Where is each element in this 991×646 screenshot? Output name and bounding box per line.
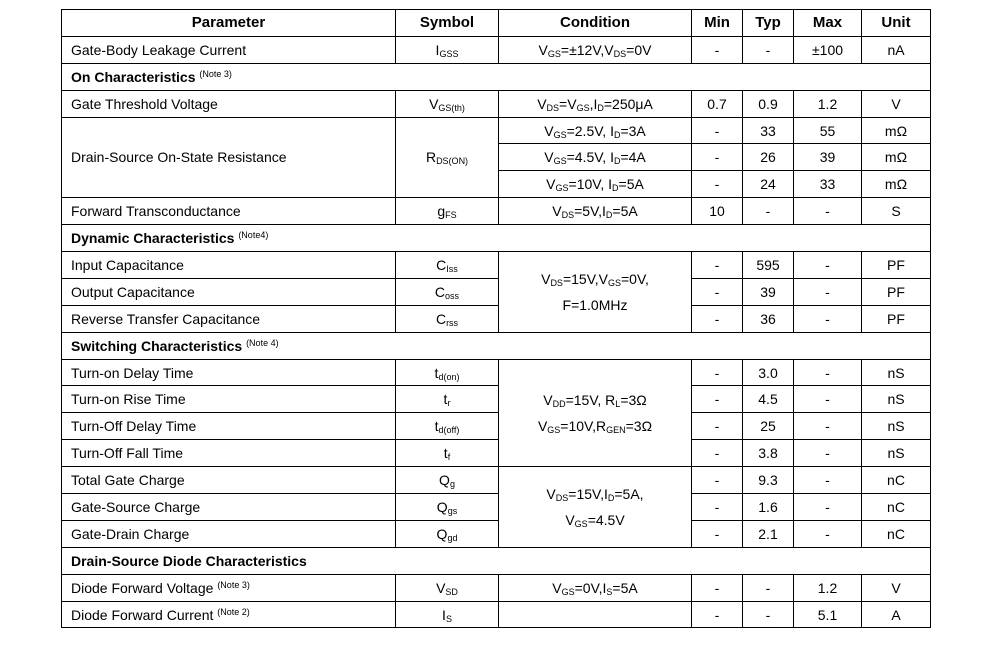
param-cell: Gate Threshold Voltage: [62, 90, 396, 117]
typ-cell: 36: [743, 305, 794, 332]
symbol-cell: $g_{FS}$: [396, 198, 499, 225]
symbol-cell: $C_{rss}$: [396, 305, 499, 332]
condition-cell: $V_{GS}=0V,I_S=5A$: [499, 574, 692, 601]
symbol-cell: $Q_{gs}$: [396, 494, 499, 521]
unit-cell: nS: [862, 386, 931, 413]
typ-cell: 3.8: [743, 440, 794, 467]
min-cell: -: [692, 520, 743, 547]
unit-cell: V: [862, 574, 931, 601]
min-cell: -: [692, 601, 743, 628]
section-title: Drain-Source Diode Characteristics: [62, 547, 931, 574]
unit-cell: mΩ: [862, 171, 931, 198]
min-cell: -: [692, 278, 743, 305]
header-typ: Typ: [743, 10, 794, 37]
max-cell: -: [794, 520, 862, 547]
section-row-switching: [62, 332, 931, 359]
table-row: [62, 252, 931, 279]
unit-cell: A: [862, 601, 931, 628]
min-cell: 0.7: [692, 90, 743, 117]
unit-cell: mΩ: [862, 117, 931, 144]
symbol-cell: $t_r$: [396, 386, 499, 413]
table-row: [62, 90, 931, 117]
section-title: On Characteristics $^{(Note 3)}$: [62, 63, 931, 90]
typ-cell: 9.3: [743, 467, 794, 494]
unit-cell: S: [862, 198, 931, 225]
symbol-cell: $V_{GS(th)}$: [396, 90, 499, 117]
param-cell: Diode Forward Voltage $^{(Note 3)}$: [62, 574, 396, 601]
table-row: [62, 305, 931, 332]
table-row: [62, 467, 931, 494]
section-title: Dynamic Characteristics $^{(Note4)}$: [62, 225, 931, 252]
condition-cell: $V_{GS}=4.5V$, $I_D=4A$: [499, 144, 692, 171]
unit-cell: nC: [862, 494, 931, 521]
symbol-cell: $R_{DS(ON)}$: [396, 117, 499, 198]
param-cell: Total Gate Charge: [62, 467, 396, 494]
param-cell: Turn-on Delay Time: [62, 359, 396, 386]
table-row: [62, 413, 931, 440]
max-cell: -: [794, 278, 862, 305]
typ-cell: -: [743, 574, 794, 601]
min-cell: -: [692, 413, 743, 440]
condition-cell: $V_{GS}=\pm 12V,V_{DS}=0V$: [499, 36, 692, 63]
param-cell: Turn-Off Delay Time: [62, 413, 396, 440]
symbol-cell: $C_{oss}$: [396, 278, 499, 305]
typ-cell: 4.5: [743, 386, 794, 413]
table-row: [62, 36, 931, 63]
typ-cell: 0.9: [743, 90, 794, 117]
max-cell: -: [794, 305, 862, 332]
param-cell: Input Capacitance: [62, 252, 396, 279]
typ-cell: -: [743, 198, 794, 225]
table-row: [62, 574, 931, 601]
param-cell: Turn-on Rise Time: [62, 386, 396, 413]
min-cell: -: [692, 574, 743, 601]
max-cell: 1.2: [794, 90, 862, 117]
table-row: [62, 494, 931, 521]
symbol-cell: $V_{SD}$: [396, 574, 499, 601]
max-cell: -: [794, 494, 862, 521]
max-cell: -: [794, 359, 862, 386]
param-cell: Diode Forward Current $^{(Note 2)}$: [62, 601, 396, 628]
unit-cell: mΩ: [862, 144, 931, 171]
typ-cell: 2.1: [743, 520, 794, 547]
table-row: [62, 601, 931, 628]
header-row: [62, 10, 931, 37]
param-cell: Output Capacitance: [62, 278, 396, 305]
min-cell: -: [692, 36, 743, 63]
max-cell: -: [794, 467, 862, 494]
max-cell: -: [794, 413, 862, 440]
symbol-cell: $Q_{gd}$: [396, 520, 499, 547]
max-cell: 39: [794, 144, 862, 171]
symbol-cell: $I_S$: [396, 601, 499, 628]
max-cell: -: [794, 198, 862, 225]
unit-cell: PF: [862, 278, 931, 305]
min-cell: -: [692, 386, 743, 413]
typ-cell: 3.0: [743, 359, 794, 386]
min-cell: -: [692, 252, 743, 279]
typ-cell: 24: [743, 171, 794, 198]
min-cell: -: [692, 117, 743, 144]
unit-cell: PF: [862, 305, 931, 332]
condition-cell: [499, 601, 692, 628]
header-max: Max: [794, 10, 862, 37]
typ-cell: 39: [743, 278, 794, 305]
header-parameter: Parameter: [62, 10, 396, 37]
table-row: [62, 278, 931, 305]
min-cell: 10: [692, 198, 743, 225]
typ-cell: 26: [743, 144, 794, 171]
typ-cell: -: [743, 601, 794, 628]
unit-cell: nA: [862, 36, 931, 63]
param-cell: Drain-Source On-State Resistance: [62, 117, 396, 198]
unit-cell: nC: [862, 520, 931, 547]
min-cell: -: [692, 305, 743, 332]
typ-cell: 1.6: [743, 494, 794, 521]
unit-cell: nC: [862, 467, 931, 494]
condition-cell: $V_{GS}=10V$, $I_D=5A$: [499, 171, 692, 198]
param-cell: Gate-Drain Charge: [62, 520, 396, 547]
symbol-cell: $t_{d(off)}$: [396, 413, 499, 440]
unit-cell: nS: [862, 440, 931, 467]
max-cell: 33: [794, 171, 862, 198]
typ-cell: 25: [743, 413, 794, 440]
condition-cell: $V_{DS}=V_{GS},I_D=250\mu A$: [499, 90, 692, 117]
min-cell: -: [692, 467, 743, 494]
unit-cell: nS: [862, 413, 931, 440]
max-cell: ±100: [794, 36, 862, 63]
symbol-cell: $Q_g$: [396, 467, 499, 494]
param-cell: Gate-Body Leakage Current: [62, 36, 396, 63]
unit-cell: PF: [862, 252, 931, 279]
param-cell: Turn-Off Fall Time: [62, 440, 396, 467]
min-cell: -: [692, 494, 743, 521]
max-cell: 5.1: [794, 601, 862, 628]
max-cell: -: [794, 440, 862, 467]
condition-cell: $V_{DS}=5V,I_D=5A$: [499, 198, 692, 225]
symbol-cell: $t_{d(on)}$: [396, 359, 499, 386]
symbol-cell: $I_{GSS}$: [396, 36, 499, 63]
symbol-cell: $C_{Iss}$: [396, 252, 499, 279]
min-cell: -: [692, 359, 743, 386]
min-cell: -: [692, 171, 743, 198]
symbol-cell: $t_f$: [396, 440, 499, 467]
table-row: [62, 386, 931, 413]
unit-cell: nS: [862, 359, 931, 386]
condition-cell: $V_{DS}=15V,I_D=5A$, $V_{GS}=4.5V$: [499, 467, 692, 548]
table-row: [62, 520, 931, 547]
min-cell: -: [692, 440, 743, 467]
header-symbol: Symbol: [396, 10, 499, 37]
param-cell: Forward Transconductance: [62, 198, 396, 225]
table-row: [62, 440, 931, 467]
max-cell: 55: [794, 117, 862, 144]
unit-cell: V: [862, 90, 931, 117]
table-row: [62, 198, 931, 225]
condition-cell: $V_{GS}=2.5V$, $I_D=3A$: [499, 117, 692, 144]
section-row-on: [62, 63, 931, 90]
table-row: [62, 117, 931, 144]
max-cell: 1.2: [794, 574, 862, 601]
typ-cell: -: [743, 36, 794, 63]
max-cell: -: [794, 386, 862, 413]
max-cell: -: [794, 252, 862, 279]
section-title: Switching Characteristics $^{(Note 4)}$: [62, 332, 931, 359]
section-row-dynamic: [62, 225, 931, 252]
min-cell: -: [692, 144, 743, 171]
section-row-diode: [62, 547, 931, 574]
condition-cell: $V_{DS}=15V,V_{GS}=0V$, F=1.0MHz: [499, 252, 692, 333]
electrical-characteristics-table: [61, 9, 931, 628]
header-unit: Unit: [862, 10, 931, 37]
header-min: Min: [692, 10, 743, 37]
param-cell: Gate-Source Charge: [62, 494, 396, 521]
typ-cell: 33: [743, 117, 794, 144]
param-cell: Reverse Transfer Capacitance: [62, 305, 396, 332]
condition-cell: $V_{DD}=15V$, $R_L=3\Omega$ $V_{GS}=10V,R_{GEN}=3\Omega$: [499, 359, 692, 467]
typ-cell: 595: [743, 252, 794, 279]
table-row: [62, 359, 931, 386]
header-condition: Condition: [499, 10, 692, 37]
